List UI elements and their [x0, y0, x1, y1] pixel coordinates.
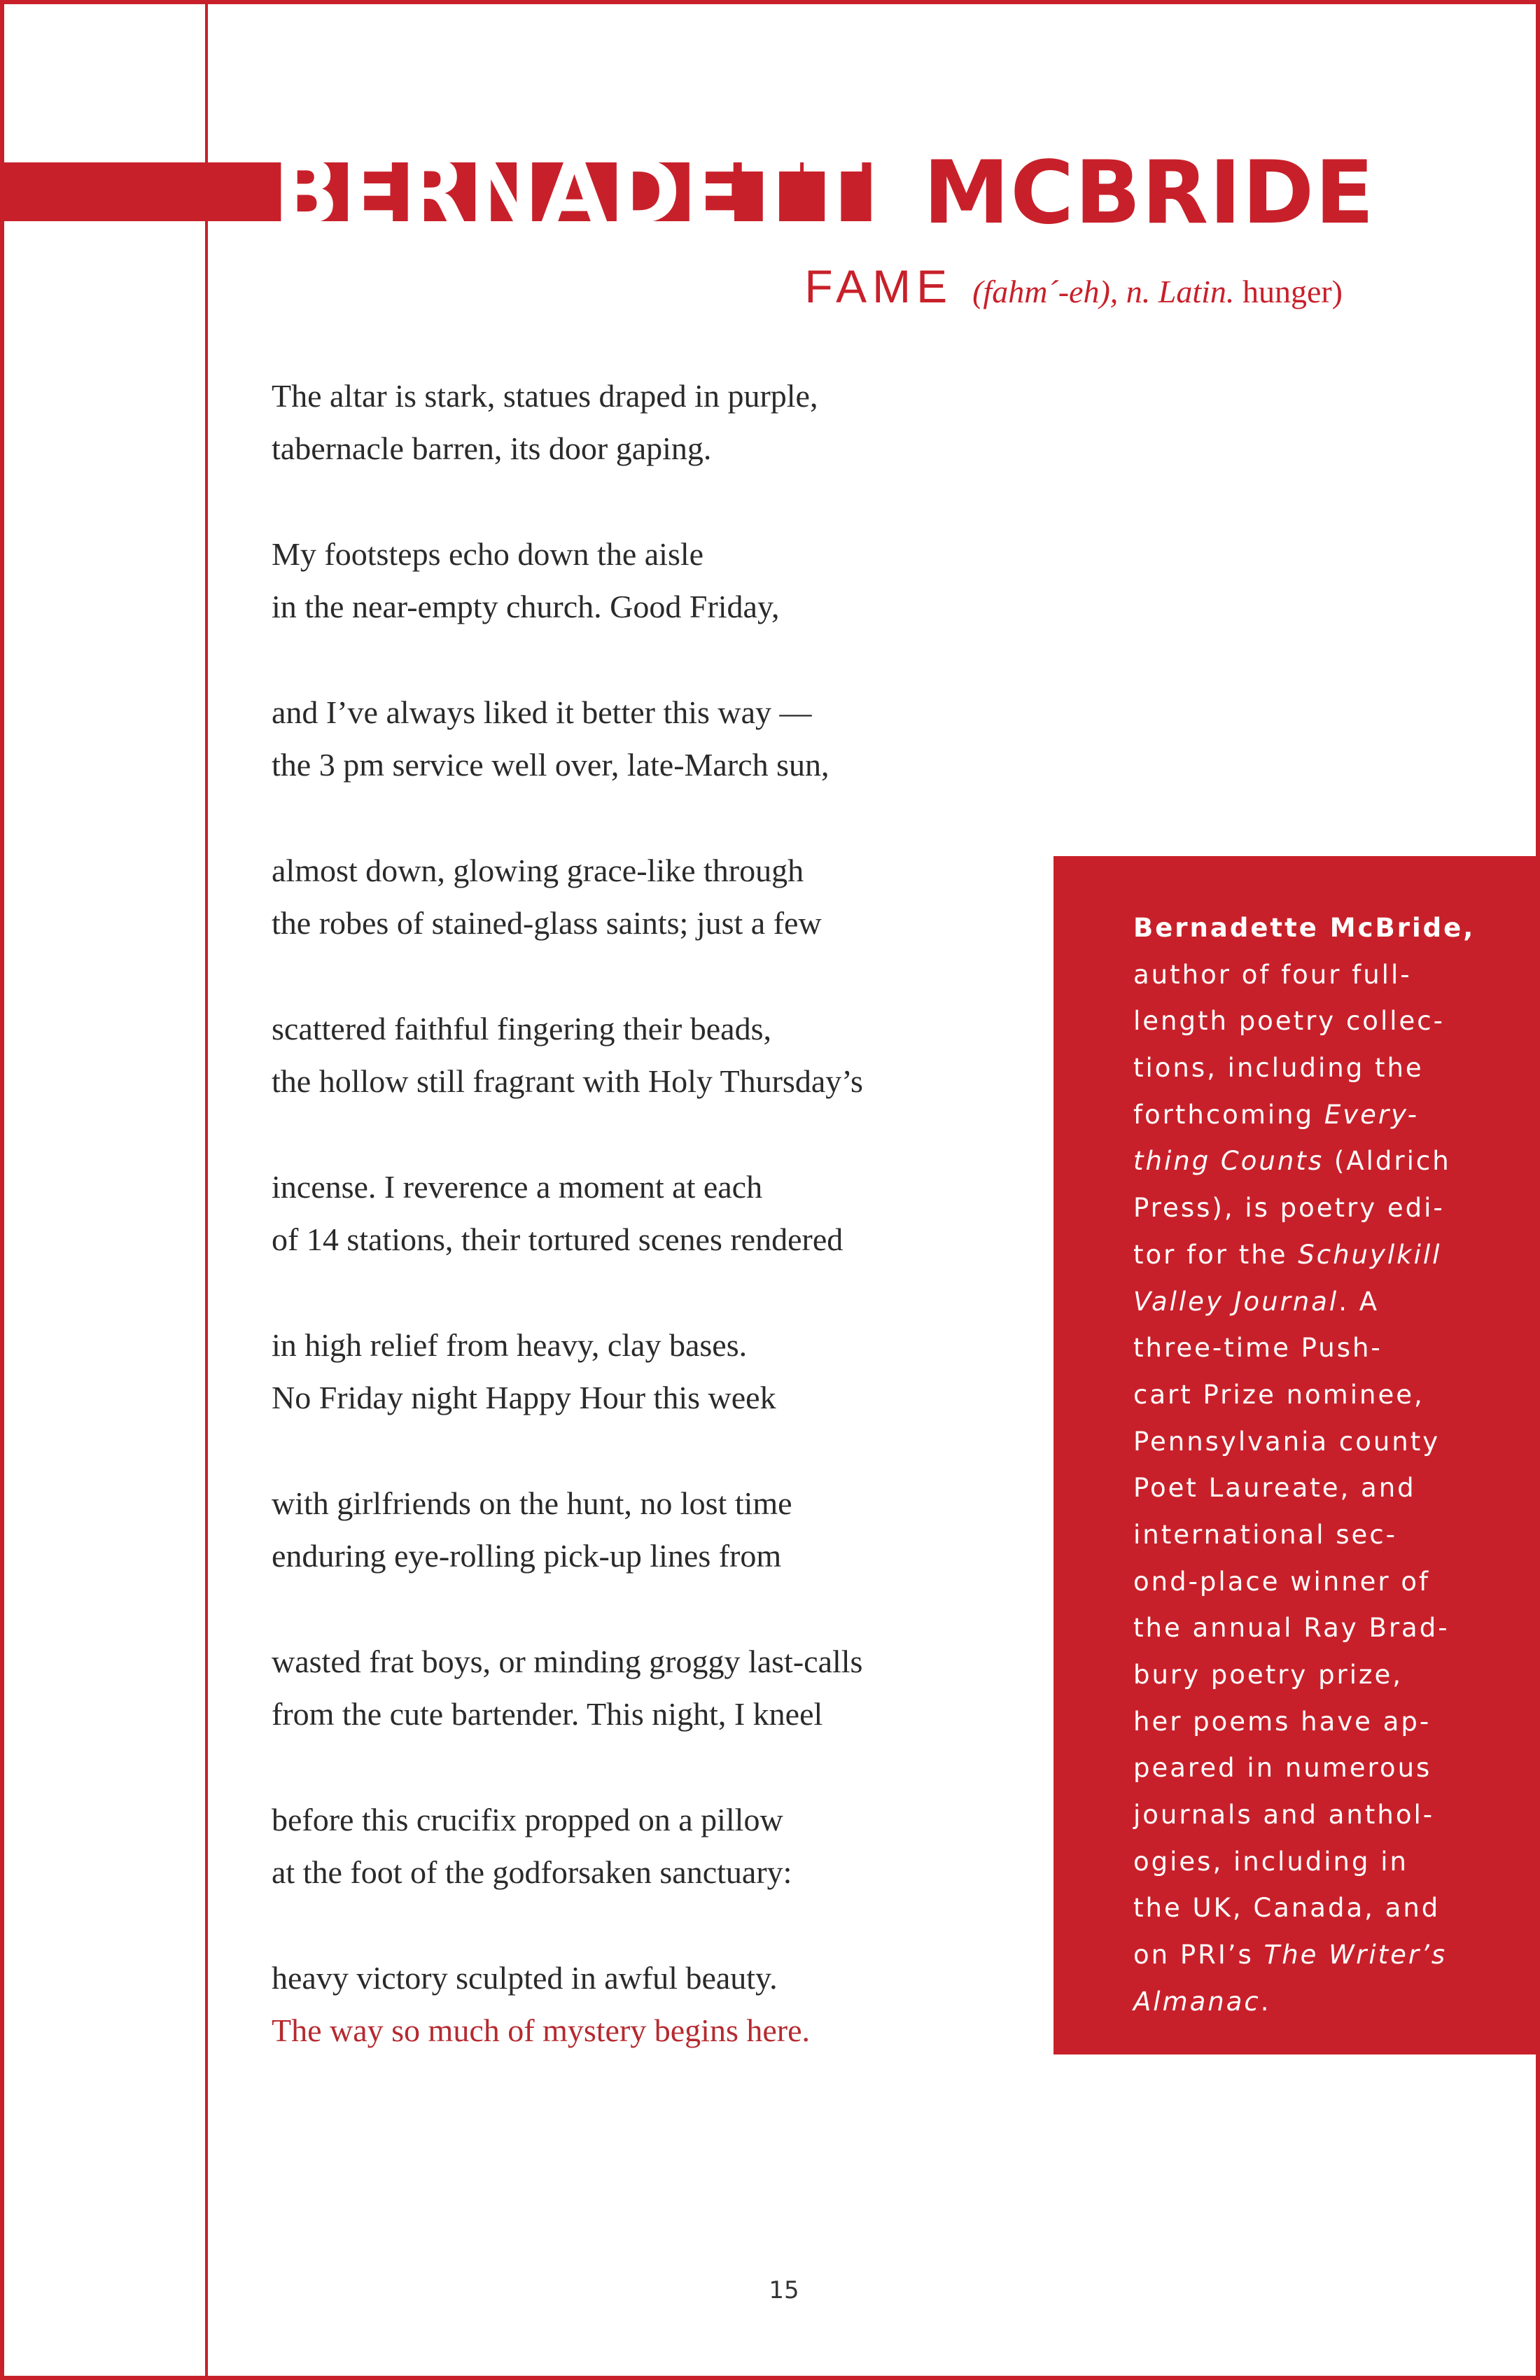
poem-line: enduring eye-rolling pick-up lines from: [272, 1538, 782, 1574]
bio-program-title: The Writer’s: [1264, 1940, 1448, 1970]
poem-line: incense. I reverence a moment at each: [272, 1169, 763, 1205]
bio-line: [1133, 1092, 1519, 1139]
author-last-name: MCBRIDE: [923, 143, 1375, 244]
bio-line: the UK, Canada, and: [1133, 1893, 1441, 1924]
poem-line: the hollow still fragrant with Holy Thursday’s: [272, 1063, 863, 1099]
poem-line: My footsteps echo down the aisle: [272, 536, 704, 572]
poem-line: at the foot of the godforsaken sanctuary:: [272, 1854, 792, 1890]
author-bio-box: [1054, 856, 1540, 2054]
bio-line: the annual Ray Brad-: [1133, 1613, 1450, 1644]
poem-line: and I’ve always liked it better this way —: [272, 694, 812, 730]
bio-text: on PRI’s: [1133, 1940, 1264, 1970]
bio-line: tions, including the: [1133, 1053, 1424, 1084]
poem-line: almost down, glowing grace-like through: [272, 853, 804, 888]
poem-line: of 14 stations, their tortured scenes rendered: [272, 1222, 844, 1257]
stanza: [272, 528, 1042, 633]
poem-body: [272, 370, 1042, 2110]
definition-italic: (fahm´-eh), n. Latin.: [972, 274, 1235, 309]
page-number: 15: [769, 2276, 799, 2304]
bio-line: cart Prize nominee,: [1133, 1379, 1424, 1410]
bio-line: peared in numerous: [1133, 1753, 1432, 1784]
bio-text: .: [1260, 1986, 1271, 2017]
bio-line: Press), is poetry edi-: [1133, 1193, 1445, 1224]
poem-line: in the near-empty church. Good Friday,: [272, 589, 780, 624]
bio-line: three-time Push-: [1133, 1333, 1382, 1364]
bio-line: ond-place winner of: [1133, 1566, 1431, 1597]
bio-line: [1133, 1279, 1519, 1326]
poem-line: No Friday night Happy Hour this week: [272, 1380, 776, 1415]
poem-line: the robes of stained-glass saints; just a few: [272, 905, 822, 941]
bio-line: [1133, 1138, 1519, 1185]
stanza: [272, 1477, 1042, 1582]
poem-line: heavy victory sculpted in awful beauty.: [272, 1960, 778, 1996]
bio-line: international sec-: [1133, 1519, 1398, 1550]
poem-title: [804, 255, 1343, 331]
poem-line: the 3 pm service well over, late-March sun,: [272, 747, 830, 783]
poem-title-definition: [972, 274, 1343, 309]
bio-text: (Aldrich: [1324, 1146, 1451, 1177]
poem-line: from the cute bartender. This night, I kneel: [272, 1696, 823, 1732]
bio-author-name: Bernadette McBride,: [1133, 913, 1476, 943]
bio-line: [1133, 1932, 1519, 1979]
bio-line: author of four full-: [1133, 959, 1412, 990]
margin-rule: [205, 0, 208, 2380]
poem-title-word: FAME: [804, 260, 953, 312]
poem-line: The altar is stark, statues draped in purple,: [272, 378, 818, 414]
stanza: [272, 1002, 1042, 1107]
bio-text: . A: [1338, 1286, 1380, 1317]
poem-line: tabernacle barren, its door gaping.: [272, 430, 712, 466]
poem-line: before this crucifix propped on a pillow: [272, 1802, 783, 1837]
bio-line: [1133, 905, 1519, 952]
stanza: [272, 686, 1042, 791]
poem-line: scattered faithful fingering their beads,: [272, 1011, 771, 1046]
bio-journal-title: Schuylkill: [1298, 1239, 1442, 1270]
bio-text: forthcoming: [1133, 1099, 1324, 1130]
stanza: [272, 1161, 1042, 1266]
bio-line: Poet Laureate, and: [1133, 1473, 1416, 1504]
bio-line: her poems have ap-: [1133, 1706, 1432, 1737]
poem-line: wasted frat boys, or minding groggy last-calls: [272, 1644, 863, 1679]
stanza: [272, 1793, 1042, 1898]
definition-plain: hunger): [1234, 274, 1343, 309]
bio-line: length poetry collec-: [1133, 1006, 1445, 1037]
stanza: [272, 370, 1042, 475]
bio-book-title: thing Counts: [1133, 1146, 1324, 1177]
bio-line: Pennsylvania county: [1133, 1426, 1441, 1457]
bio-line: bury poetry prize,: [1133, 1660, 1403, 1690]
bio-line: ogies, including in: [1133, 1846, 1408, 1877]
stanza: [272, 844, 1042, 949]
poem-line: with girlfriends on the hunt, no lost time: [272, 1485, 792, 1521]
bio-journal-title: Valley Journal: [1133, 1286, 1339, 1317]
author-name: [273, 144, 1375, 242]
poem-line: in high relief from heavy, clay bases.: [272, 1327, 748, 1363]
stanza: [272, 1635, 1042, 1740]
bio-program-title: Almanac: [1133, 1986, 1261, 2017]
bio-line: [1133, 1979, 1519, 2026]
bio-line: journals and anthol-: [1133, 1800, 1435, 1830]
stanza: [272, 1952, 1042, 2057]
bio-line: [1133, 1232, 1519, 1279]
bio-text: tor for the: [1133, 1239, 1298, 1270]
stanza: [272, 1319, 1042, 1424]
bio-book-title: Every-: [1324, 1099, 1420, 1130]
poem-closing-line: The way so much of mystery begins here.: [272, 2012, 811, 2048]
author-first-name: BERNADETTE: [273, 143, 923, 244]
